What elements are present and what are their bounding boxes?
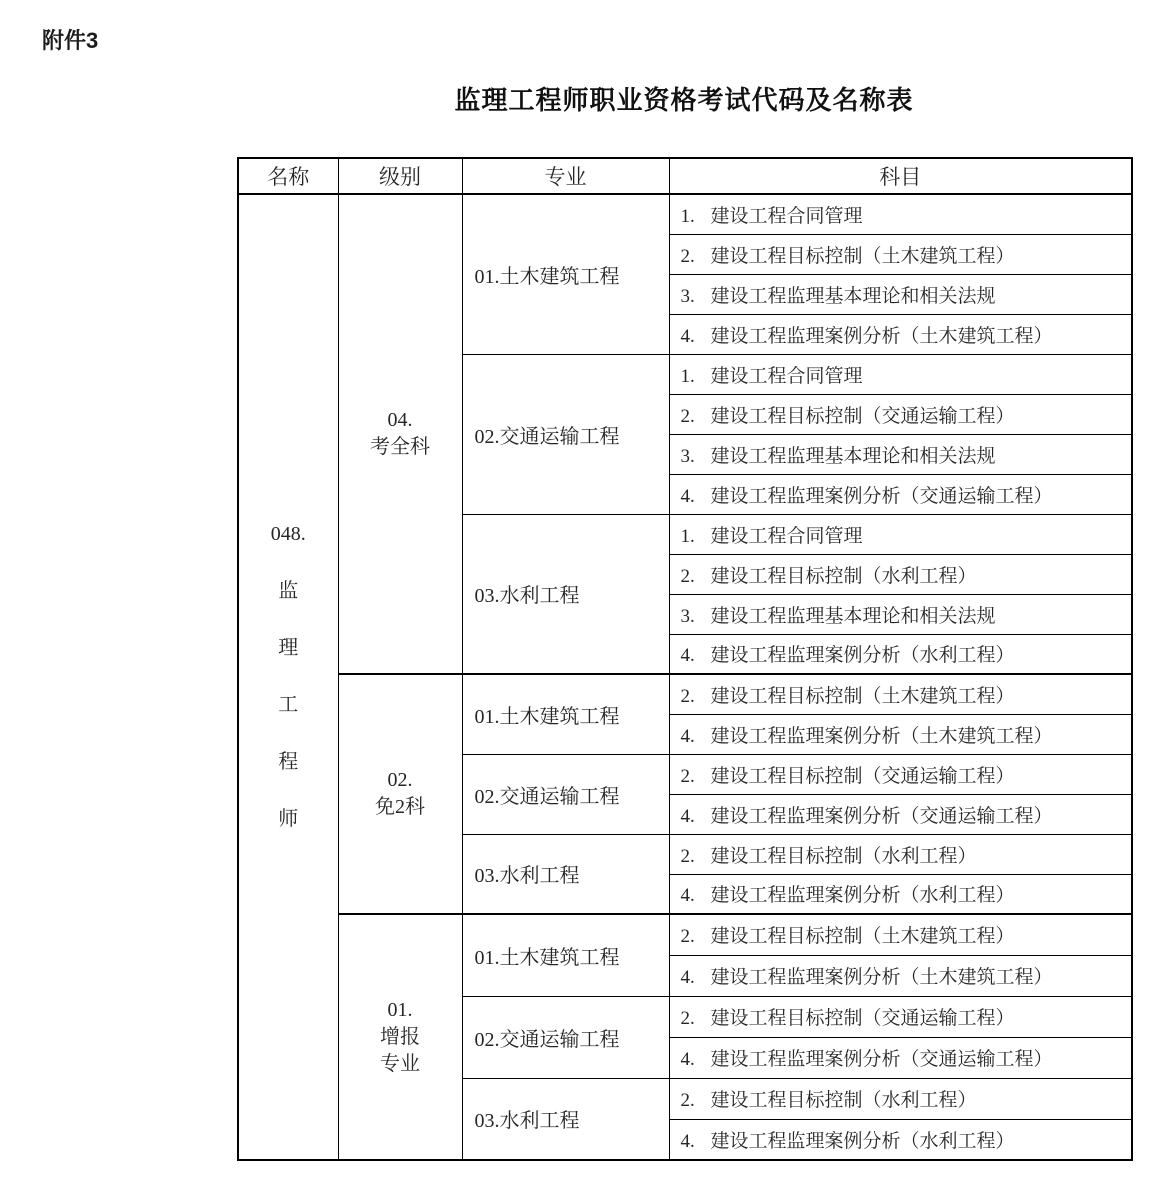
subject-number: 4. bbox=[680, 485, 695, 507]
subject-number: 2. bbox=[680, 1008, 695, 1029]
subject-text: 建设工程目标控制（土木建筑工程） bbox=[710, 245, 1015, 267]
subject-number: 2. bbox=[680, 1090, 695, 1111]
level-line: 增报 bbox=[380, 1025, 420, 1048]
subject-text: 建设工程合同管理 bbox=[710, 365, 863, 387]
page-title: 监理工程师职业资格考试代码及名称表 bbox=[454, 85, 914, 115]
level-line: 考全科 bbox=[370, 436, 430, 458]
name-char: 师 bbox=[278, 808, 299, 830]
table-header-row bbox=[238, 158, 1132, 194]
subject-text: 建设工程监理案例分析（土木建筑工程） bbox=[710, 967, 1053, 988]
subject-text: 建设工程监理案例分析（水利工程） bbox=[710, 1130, 1015, 1152]
subject-cell bbox=[669, 794, 1132, 834]
subject-cell bbox=[669, 394, 1132, 434]
level-line: 免2科 bbox=[375, 796, 425, 818]
subject-cell bbox=[669, 674, 1132, 714]
major-cell: 03.水利工程 bbox=[462, 1078, 669, 1160]
subject-text: 建设工程监理案例分析（土木建筑工程） bbox=[710, 725, 1053, 747]
subject-text: 建设工程监理案例分析（交通运输工程） bbox=[710, 485, 1053, 507]
subject-cell bbox=[669, 834, 1132, 874]
subject-number: 2. bbox=[680, 926, 695, 948]
subject-cell bbox=[669, 554, 1132, 594]
name-char: 理 bbox=[278, 637, 299, 659]
subject-cell bbox=[669, 194, 1132, 234]
name-char: 工 bbox=[278, 694, 299, 716]
subject-number: 2. bbox=[680, 845, 695, 867]
subject-text: 建设工程监理基本理论和相关法规 bbox=[710, 285, 996, 307]
exam-code-table bbox=[237, 157, 1133, 1161]
subject-text: 建设工程目标控制（交通运输工程） bbox=[710, 765, 1015, 787]
attachment-label: 附件3 bbox=[42, 28, 99, 53]
major-cell: 02.交通运输工程 bbox=[462, 354, 669, 514]
level-line: 专业 bbox=[380, 1052, 420, 1075]
subject-cell bbox=[669, 1078, 1132, 1119]
subject-number: 2. bbox=[680, 245, 695, 267]
subject-cell bbox=[669, 514, 1132, 554]
subject-number: 4. bbox=[680, 967, 695, 988]
subject-text: 建设工程目标控制（土木建筑工程） bbox=[710, 926, 1015, 948]
subject-number: 4. bbox=[680, 645, 695, 667]
subject-number: 3. bbox=[680, 285, 695, 307]
major-cell: 03.水利工程 bbox=[462, 514, 669, 674]
subject-cell bbox=[669, 314, 1132, 354]
subject-number: 1. bbox=[680, 365, 695, 387]
subject-text: 建设工程目标控制（水利工程） bbox=[710, 565, 977, 587]
subject-cell bbox=[669, 274, 1132, 314]
subject-text: 建设工程监理基本理论和相关法规 bbox=[710, 445, 996, 467]
name-cell bbox=[238, 194, 338, 1160]
subject-number: 2. bbox=[680, 565, 695, 587]
table-row bbox=[238, 674, 1132, 714]
level-cell-exempt-two bbox=[338, 674, 462, 914]
subject-number: 2. bbox=[680, 685, 695, 707]
subject-cell bbox=[669, 594, 1132, 634]
subject-cell bbox=[669, 955, 1132, 996]
subject-number: 1. bbox=[680, 205, 695, 227]
subject-text: 建设工程监理案例分析（交通运输工程） bbox=[710, 805, 1053, 827]
subject-number: 4. bbox=[680, 805, 695, 827]
subject-cell bbox=[669, 714, 1132, 754]
subject-cell bbox=[669, 234, 1132, 274]
subject-cell bbox=[669, 914, 1132, 955]
table-row bbox=[238, 194, 1132, 234]
name-code: 048. bbox=[270, 523, 306, 545]
subject-cell bbox=[669, 434, 1132, 474]
subject-text: 建设工程目标控制（交通运输工程） bbox=[710, 405, 1015, 427]
subject-cell bbox=[669, 1037, 1132, 1078]
level-line: 01. bbox=[387, 998, 413, 1021]
subject-text: 建设工程监理基本理论和相关法规 bbox=[710, 605, 996, 627]
subject-text: 建设工程合同管理 bbox=[710, 205, 863, 227]
table-row bbox=[238, 914, 1132, 955]
subject-cell bbox=[669, 874, 1132, 914]
subject-cell bbox=[669, 354, 1132, 394]
subject-cell bbox=[669, 1119, 1132, 1160]
header-level: 级别 bbox=[338, 158, 462, 194]
subject-cell bbox=[669, 634, 1132, 674]
subject-cell bbox=[669, 996, 1132, 1037]
major-cell: 02.交通运输工程 bbox=[462, 996, 669, 1078]
subject-text: 建设工程合同管理 bbox=[710, 525, 863, 547]
major-cell: 01.土木建筑工程 bbox=[462, 914, 669, 996]
subject-text: 建设工程目标控制（水利工程） bbox=[710, 1090, 977, 1111]
subject-number: 4. bbox=[680, 1049, 695, 1070]
subject-text: 建设工程目标控制（土木建筑工程） bbox=[710, 685, 1015, 707]
level-cell-additional-major bbox=[338, 914, 462, 1160]
subject-number: 2. bbox=[680, 765, 695, 787]
level-line: 02. bbox=[387, 769, 413, 791]
subject-number: 3. bbox=[680, 445, 695, 467]
subject-number: 4. bbox=[680, 725, 695, 747]
subject-text: 建设工程监理案例分析（交通运输工程） bbox=[710, 1049, 1053, 1070]
subject-number: 3. bbox=[680, 605, 695, 627]
subject-text: 建设工程目标控制（交通运输工程） bbox=[710, 1008, 1015, 1029]
subject-text: 建设工程目标控制（水利工程） bbox=[710, 845, 977, 867]
major-cell: 01.土木建筑工程 bbox=[462, 194, 669, 354]
header-name: 名称 bbox=[238, 158, 338, 194]
subject-number: 4. bbox=[680, 885, 695, 907]
header-subject: 科目 bbox=[669, 158, 1132, 194]
header-major: 专业 bbox=[462, 158, 669, 194]
subject-text: 建设工程监理案例分析（水利工程） bbox=[710, 645, 1015, 667]
major-cell: 01.土木建筑工程 bbox=[462, 674, 669, 754]
major-cell: 03.水利工程 bbox=[462, 834, 669, 914]
subject-number: 1. bbox=[680, 525, 695, 547]
name-char: 程 bbox=[278, 751, 299, 773]
subject-text: 建设工程监理案例分析（水利工程） bbox=[710, 885, 1015, 907]
level-line: 04. bbox=[387, 409, 413, 431]
subject-number: 4. bbox=[680, 325, 695, 347]
major-cell: 02.交通运输工程 bbox=[462, 754, 669, 834]
level-cell-full-exam bbox=[338, 194, 462, 674]
subject-cell bbox=[669, 754, 1132, 794]
subject-number: 4. bbox=[680, 1130, 695, 1152]
subject-text: 建设工程监理案例分析（土木建筑工程） bbox=[710, 325, 1053, 347]
subject-number: 2. bbox=[680, 405, 695, 427]
subject-cell bbox=[669, 474, 1132, 514]
name-char: 监 bbox=[278, 580, 299, 602]
